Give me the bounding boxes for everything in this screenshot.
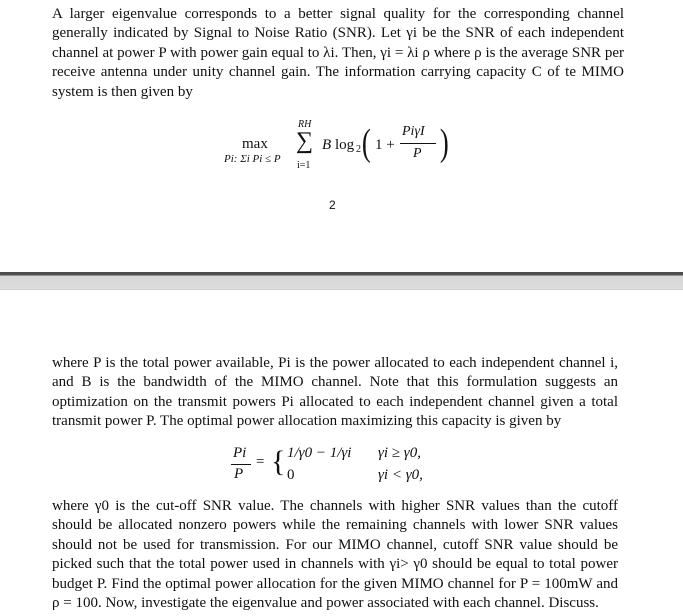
case-1-condition: γi ≥ γ0, — [378, 445, 421, 461]
lhs-numerator: Pi — [233, 445, 247, 461]
sum-lower-limit: i=1 — [297, 160, 311, 171]
one-plus: 1 + — [375, 137, 395, 153]
fraction-numerator: PiγI — [402, 124, 425, 139]
page-number: 2 — [329, 198, 336, 212]
lhs-denominator: P — [234, 466, 244, 482]
paragraph-cutoff-snr: where γ0 is the cut-off SNR value. The channels with higher SNR values than the cutoff should be allocated nonzero powers while the remaining channels with lower SNR values should not be used for transmission. For our MIMO channel, cutoff SNR value should be picked such that the total power used in channels with γi> γ0 should be equal to total power budget P. Find the optimal power allocation for the given MIMO channel for P = 100mW and ρ = 100. Now, investigate the eigenvalue and power associated with each channel. Discuss. — [52, 498, 618, 612]
log-base: 2 — [356, 144, 361, 155]
document-page-top — [0, 0, 683, 272]
page-divider — [0, 272, 683, 290]
left-brace-icon: { — [271, 445, 286, 478]
case-2-value: 0 — [287, 467, 295, 483]
case-2-condition: γi < γ0, — [378, 467, 423, 483]
paragraph-power-definition: where P is the total power available, Pi is the power allocated to each independent channel i, and B is the bandwidth of the MIMO channel. Note that this formulation suggests an optimization on the transmit powers Pi allocated to each independent channel given a total transmit power P. The optimal power allocation maximizing this capacity is given by — [52, 355, 618, 430]
document-page-bottom — [0, 290, 683, 616]
max-constraint: Pi: Σi Pi ≤ P — [224, 153, 281, 165]
max-operator: max — [242, 136, 268, 152]
fraction-denominator: P — [413, 146, 422, 161]
sum-upper-limit: RH — [298, 119, 312, 130]
summation-symbol: ∑ — [296, 128, 314, 154]
equals-sign: = — [256, 454, 265, 470]
paragraph-snr-intro: A larger eigenvalue corresponds to a better signal quality for the corresponding channel generally indicated by Signal to Noise Ratio (SNR). Let γi be the SNR of each independent channel at power P with power gain equal to λi. Then, γi = λi ρ where ρ is the average SNR per receive antenna under unity channel gain. The information carrying capacity C of te MIMO system is then given by — [52, 6, 625, 100]
fraction-bar — [400, 143, 436, 144]
left-paren-icon: ( — [361, 122, 371, 164]
case-1-value: 1/γ0 − 1/γi — [287, 445, 352, 461]
right-paren-icon: ) — [439, 122, 449, 164]
bandwidth-symbol: B — [322, 137, 332, 153]
lhs-fraction-bar — [231, 464, 251, 465]
log-function: log — [335, 137, 355, 153]
